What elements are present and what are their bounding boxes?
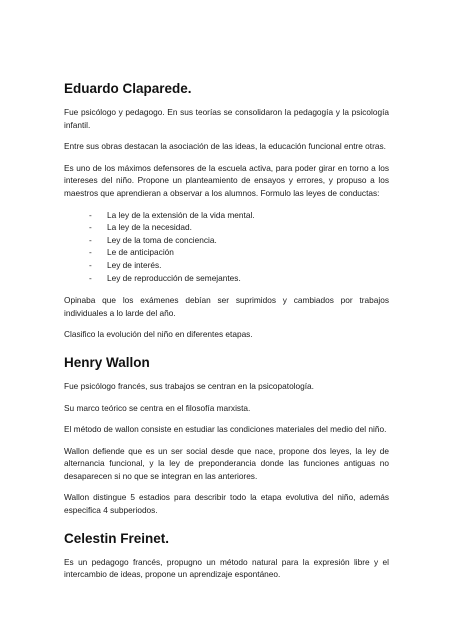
paragraph: Es un pedagogo francés, propugno un método natural para la expresión libre y el intercambio de ideas, propone un aprendizaje espontáneo. — [64, 556, 389, 580]
list-item — [64, 221, 389, 234]
list-item-text: La ley de la extensión de la vida mental. — [107, 209, 255, 220]
laws-list — [64, 209, 389, 285]
paragraph: Su marco teórico se centra en el filosofía marxista. — [64, 402, 251, 413]
list-item — [64, 234, 389, 247]
paragraph: Wallon distingue 5 estadios para describir todo la etapa evolutiva del niño, además especifica 4 subperiodos. — [64, 492, 389, 516]
dash-marker: - — [89, 222, 92, 233]
dash-marker: - — [89, 234, 92, 245]
list-item — [64, 272, 389, 285]
paragraph: Entre sus obras destacan la asociación de las ideas, la educación funcional entre otras. — [64, 141, 386, 152]
paragraph: El método de wallon consiste en estudiar las condiciones materiales del medio del niño. — [64, 424, 387, 435]
paragraph: Opinaba que los exámenes debían ser suprimidos y cambiados por trabajos individuales a lo larde del año. — [64, 295, 389, 318]
paragraph: Fue psicólogo y pedagogo. En sus teorías se consolidaron la pedagogía y la psicología infantil. — [64, 107, 389, 130]
list-item — [64, 209, 389, 222]
dash-marker: - — [89, 247, 92, 258]
list-item-text: La ley de la necesidad. — [107, 222, 192, 233]
list-item — [64, 246, 389, 259]
list-item — [64, 259, 389, 272]
list-item-text: Ley de interés. — [107, 259, 162, 270]
dash-marker: - — [89, 259, 92, 270]
dash-marker: - — [89, 272, 92, 283]
list-item-text: Le de anticipación — [107, 247, 174, 258]
paragraph: Fue psicólogo francés, sus trabajos se centran en la psicopatología. — [64, 380, 314, 391]
heading-claparede: Eduardo Claparede. — [64, 81, 192, 96]
list-item-text: Ley de reproducción de semejantes. — [107, 272, 241, 283]
paragraph: Es uno de los máximos defensores de la escuela activa, para poder girar en torno a los intereses del niño. Propone un planteamiento de ensayos y errores, y propuso a los maestros que aprendieran a observar a los alumnos. Formulo las leyes de conductas: — [64, 162, 389, 198]
dash-marker: - — [89, 209, 92, 220]
paragraph: Wallon defiende que es un ser social desde que nace, propone dos leyes, la ley de alternancia funcional, y la ley de preponderancia donde las funciones antiguas no desaparecen si no que se integran en las anteriores. — [64, 445, 389, 481]
paragraph: Clasifico la evolución del niño en diferentes etapas. — [64, 329, 253, 340]
list-item-text: Ley de la toma de conciencia. — [107, 234, 217, 245]
heading-freinet: Celestin Freinet. — [64, 530, 170, 546]
heading-wallon: Henry Wallon — [64, 354, 150, 370]
